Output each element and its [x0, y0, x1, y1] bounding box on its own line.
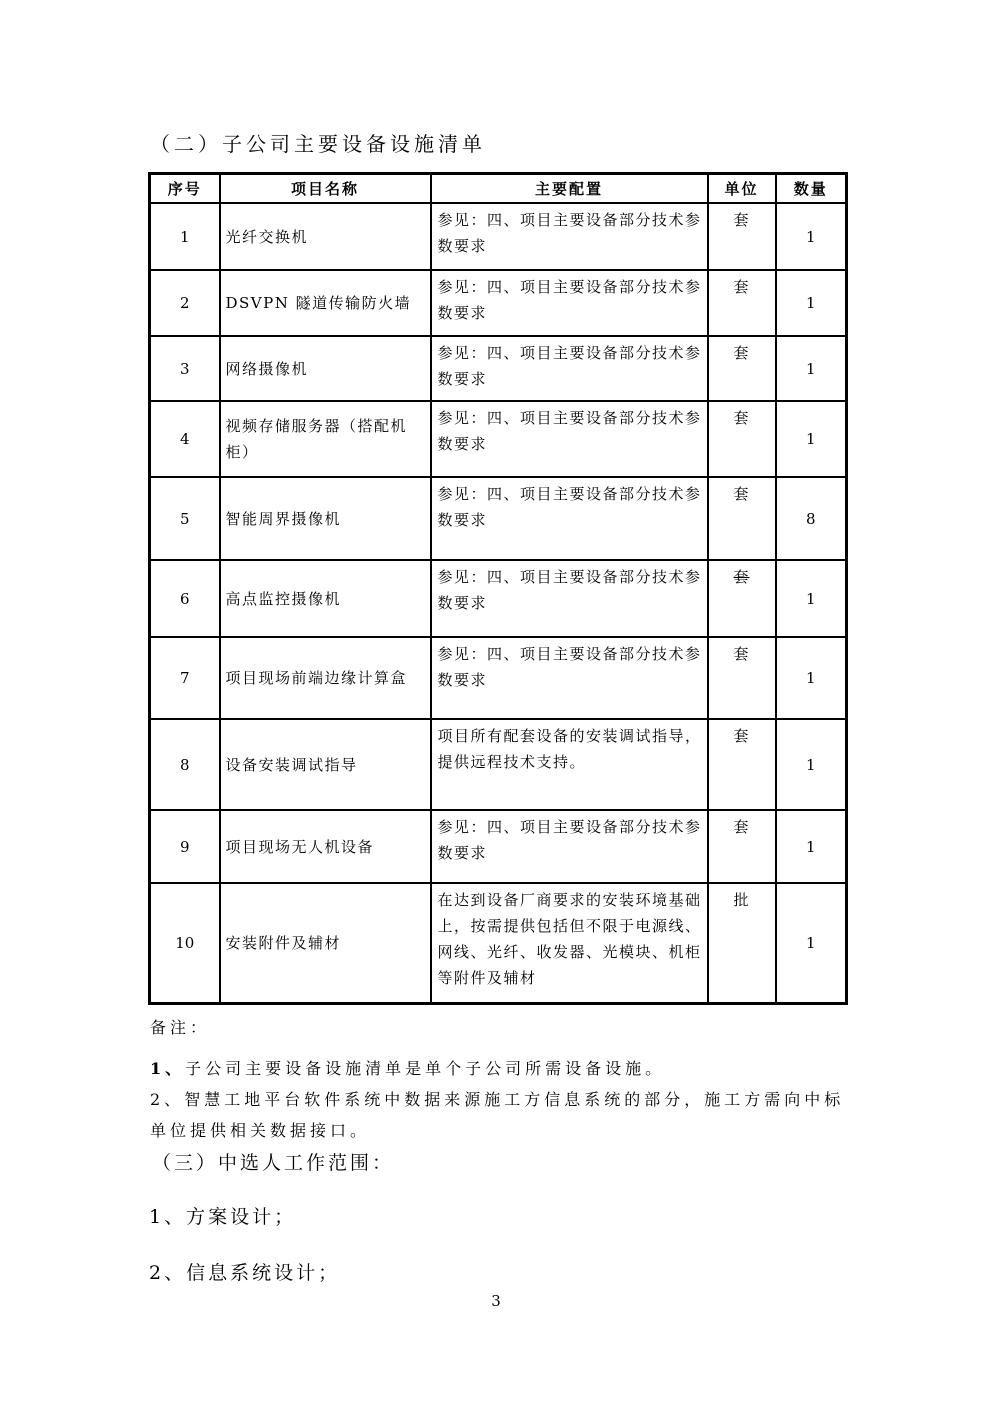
cell-no-text: 4 — [179, 430, 190, 448]
note-1-text: 子公司主要设备设施清单是单个子公司所需设备设施。 — [185, 1059, 666, 1078]
cell-name-text: DSVPN 隧道传输防火墙 — [225, 294, 412, 312]
cell-config — [431, 203, 708, 270]
cell-qty-text: 8 — [805, 509, 816, 528]
cell-no — [150, 401, 220, 477]
cell-config-text: 参见：四、项目主要设备部分技术参数要求 — [437, 818, 702, 862]
cell-name-text: 项目现场前端边缘计算盒 — [225, 669, 408, 687]
table-row — [150, 401, 847, 477]
cell-config-text: 参见：四、项目主要设备部分技术参数要求 — [437, 344, 702, 388]
cell-config — [431, 270, 708, 336]
cell-config — [431, 883, 708, 1003]
cell-unit — [708, 203, 776, 270]
table-row — [150, 810, 847, 883]
cell-name — [220, 560, 431, 637]
cell-qty — [776, 336, 847, 401]
scope-item-2: 2、信息系统设计； — [149, 1262, 341, 1284]
table-row — [150, 477, 847, 560]
table-row — [150, 560, 847, 637]
cell-unit-text: 套 — [733, 818, 750, 836]
cell-name — [220, 477, 431, 560]
cell-no — [150, 336, 220, 401]
table-row — [150, 637, 847, 719]
cell-config — [431, 477, 708, 560]
cell-config-text: 参见：四、项目主要设备部分技术参数要求 — [437, 485, 702, 529]
cell-name — [220, 719, 431, 810]
notes-label: 备注： — [150, 1018, 211, 1037]
cell-unit-text: 套 — [733, 485, 750, 503]
col-header-no: 序号 — [150, 174, 220, 204]
cell-config-text: 参见：四、项目主要设备部分技术参数要求 — [437, 278, 702, 322]
cell-qty — [776, 637, 847, 719]
cell-name-text: 设备安装调试指导 — [225, 755, 358, 774]
cell-config-text: 参见：四、项目主要设备部分技术参数要求 — [437, 645, 702, 689]
equipment-table — [148, 172, 848, 1005]
cell-unit-text: 套 — [733, 568, 750, 586]
table-header-row — [150, 174, 847, 204]
cell-no-text: 3 — [179, 359, 190, 378]
cell-config — [431, 719, 708, 810]
cell-unit-text: 套 — [733, 645, 750, 663]
cell-qty — [776, 477, 847, 560]
table-row — [150, 719, 847, 810]
cell-qty-text: 1 — [805, 933, 816, 952]
cell-config — [431, 560, 708, 637]
cell-no — [150, 203, 220, 270]
cell-name — [220, 270, 431, 336]
col-header-name: 项目名称 — [220, 174, 431, 204]
table-row — [150, 883, 847, 1003]
equipment-table-body — [150, 203, 847, 1003]
cell-unit — [708, 336, 776, 401]
table-row — [150, 203, 847, 270]
cell-qty-text: 1 — [805, 227, 816, 246]
cell-qty-text: 1 — [805, 755, 816, 774]
cell-no — [150, 270, 220, 336]
cell-no — [150, 477, 220, 560]
cell-name — [220, 401, 431, 477]
cell-qty — [776, 203, 847, 270]
cell-name-text: 光纤交换机 — [225, 227, 309, 246]
cell-unit-text: 套 — [733, 278, 750, 296]
cell-no-text: 2 — [179, 294, 190, 312]
cell-no-text: 5 — [179, 509, 190, 528]
cell-config-text: 参见：四、项目主要设备部分技术参数要求 — [437, 568, 702, 612]
cell-unit — [708, 883, 776, 1003]
cell-config-text: 参见：四、项目主要设备部分技术参数要求 — [437, 409, 702, 453]
cell-name — [220, 883, 431, 1003]
cell-no — [150, 810, 220, 883]
cell-qty — [776, 560, 847, 637]
col-header-unit: 单位 — [708, 174, 776, 204]
cell-name-text: 视频存储服务器（搭配机柜） — [225, 417, 408, 461]
cell-qty-text: 1 — [805, 430, 816, 448]
cell-unit-text: 批 — [733, 891, 750, 909]
cell-name-text: 项目现场无人机设备 — [225, 837, 375, 856]
cell-qty-text: 1 — [805, 837, 816, 856]
cell-name-text: 智能周界摄像机 — [225, 509, 342, 528]
note-2-number: 2、 — [150, 1090, 185, 1109]
cell-unit — [708, 560, 776, 637]
cell-qty-text: 1 — [805, 589, 816, 608]
cell-unit — [708, 637, 776, 719]
section-2-heading: （二）子公司主要设备设施清单 — [150, 132, 486, 156]
cell-config-text: 在达到设备厂商要求的安装环境基础上，按需提供包括但不限于电源线、网线、光纤、收发器、光模块、机柜等附件及辅材 — [437, 891, 702, 987]
table-row — [150, 270, 847, 336]
cell-qty — [776, 810, 847, 883]
notes-section — [150, 1012, 860, 1146]
cell-unit-text: 套 — [733, 211, 750, 229]
note-item-2 — [150, 1084, 860, 1146]
cell-config — [431, 810, 708, 883]
cell-name-text: 网络摄像机 — [225, 359, 309, 378]
cell-config — [431, 637, 708, 719]
note-item-1 — [150, 1053, 860, 1084]
cell-unit — [708, 719, 776, 810]
cell-no-text: 8 — [179, 755, 190, 774]
section-3-heading: （三）中选人工作范围： — [152, 1152, 395, 1174]
cell-unit-text: 套 — [733, 727, 750, 745]
cell-no-text: 7 — [179, 669, 190, 687]
cell-qty-text: 1 — [805, 669, 816, 687]
cell-name-text: 安装附件及辅材 — [225, 933, 342, 952]
cell-no — [150, 719, 220, 810]
cell-qty — [776, 719, 847, 810]
cell-qty-text: 1 — [805, 359, 816, 378]
cell-no-text: 9 — [179, 837, 190, 856]
col-header-config: 主要配置 — [431, 174, 708, 204]
cell-config-text: 参见：四、项目主要设备部分技术参数要求 — [437, 211, 702, 255]
cell-name — [220, 203, 431, 270]
cell-name-text: 高点监控摄像机 — [225, 589, 342, 608]
cell-name — [220, 810, 431, 883]
cell-unit — [708, 401, 776, 477]
cell-unit-text: 套 — [733, 409, 750, 427]
cell-name — [220, 637, 431, 719]
cell-qty — [776, 401, 847, 477]
cell-no-text: 10 — [175, 933, 195, 952]
cell-qty-text: 1 — [805, 294, 816, 312]
cell-no — [150, 560, 220, 637]
note-2-text: 智慧工地平台软件系统中数据来源施工方信息系统的部分，施工方需向中标单位提供相关数据接口。 — [150, 1090, 845, 1140]
cell-unit — [708, 477, 776, 560]
cell-no-text: 6 — [179, 589, 190, 608]
cell-unit — [708, 810, 776, 883]
cell-no — [150, 637, 220, 719]
note-1-number: 1、 — [150, 1059, 186, 1078]
cell-unit — [708, 270, 776, 336]
scope-item-1: 1、方案设计； — [149, 1206, 297, 1228]
page-number: 3 — [491, 1292, 501, 1310]
cell-config — [431, 401, 708, 477]
cell-qty — [776, 270, 847, 336]
cell-config — [431, 336, 708, 401]
col-header-qty: 数量 — [776, 174, 847, 204]
cell-no-text: 1 — [179, 227, 190, 246]
cell-no — [150, 883, 220, 1003]
cell-config-text: 项目所有配套设备的安装调试指导，提供远程技术支持。 — [437, 727, 702, 771]
cell-unit-text: 套 — [733, 344, 750, 362]
cell-name — [220, 336, 431, 401]
table-row — [150, 336, 847, 401]
cell-qty — [776, 883, 847, 1003]
